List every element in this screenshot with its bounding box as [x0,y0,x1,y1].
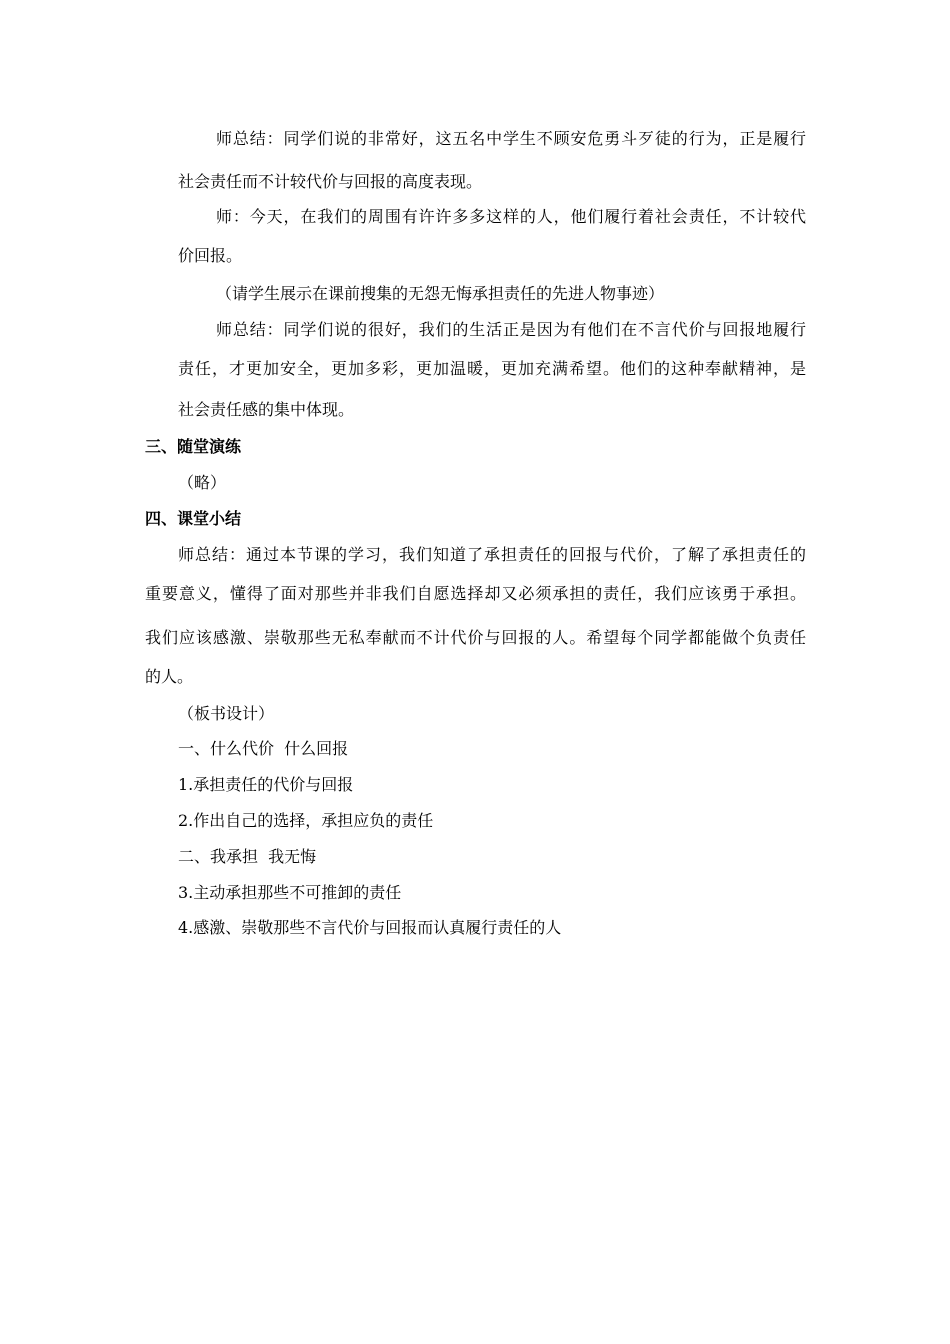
board-item-3: 3.主动承担那些不可推卸的责任 [178,883,402,902]
paragraph-3: （请学生展示在课前搜集的无怨无悔承担责任的先进人物事迹） [216,284,665,303]
board-item-4: 4.感激、崇敬那些不言代价与回报而认真履行责任的人 [178,918,562,937]
paragraph-1-line-2: 社会责任而不计较代价与回报的高度表现。 [178,172,483,191]
section-4-heading: 四、课堂小结 [145,509,242,528]
paragraph-4-line-2: 责任，才更加安全，更加多彩，更加温暖，更加充满希望。他们的这种奉献精神，是 [178,359,806,378]
section-3-heading: 三、随堂演练 [145,437,242,456]
section-3-content: （略） [178,473,227,492]
paragraph-4-line-1: 师总结：同学们说的很好，我们的生活正是因为有他们在不言代价与回报地履行 [216,320,806,339]
board-item-2: 2.作出自己的选择，承担应负的责任 [178,811,434,830]
section-4-line-1: 师总结：通过本节课的学习，我们知道了承担责任的回报与代价，了解了承担责任的 [178,545,806,564]
paragraph-1-line-1: 师总结：同学们说的非常好，这五名中学生不顾安危勇斗歹徒的行为，正是履行 [216,129,806,148]
board-item-heading-1: 一、什么代价 什么回报 [178,739,349,758]
board-item-1: 1.承担责任的代价与回报 [178,775,354,794]
paragraph-2-line-1: 师：今天，在我们的周围有许许多多这样的人，他们履行着社会责任，不计较代 [216,207,806,226]
section-4-line-4: 的人。 [145,667,194,686]
paragraph-2-line-2: 价回报。 [178,246,243,265]
board-item-heading-2: 二、我承担 我无悔 [178,847,317,866]
section-4-line-2: 重要意义，懂得了面对那些并非我们自愿选择却又必须承担的责任，我们应该勇于承担。 [145,584,806,603]
board-design-title: （板书设计） [178,704,275,723]
section-4-line-3: 我们应该感激、崇敬那些无私奉献而不计代价与回报的人。希望每个同学都能做个负责任 [145,628,806,647]
paragraph-4-line-3: 社会责任感的集中体现。 [178,400,355,419]
